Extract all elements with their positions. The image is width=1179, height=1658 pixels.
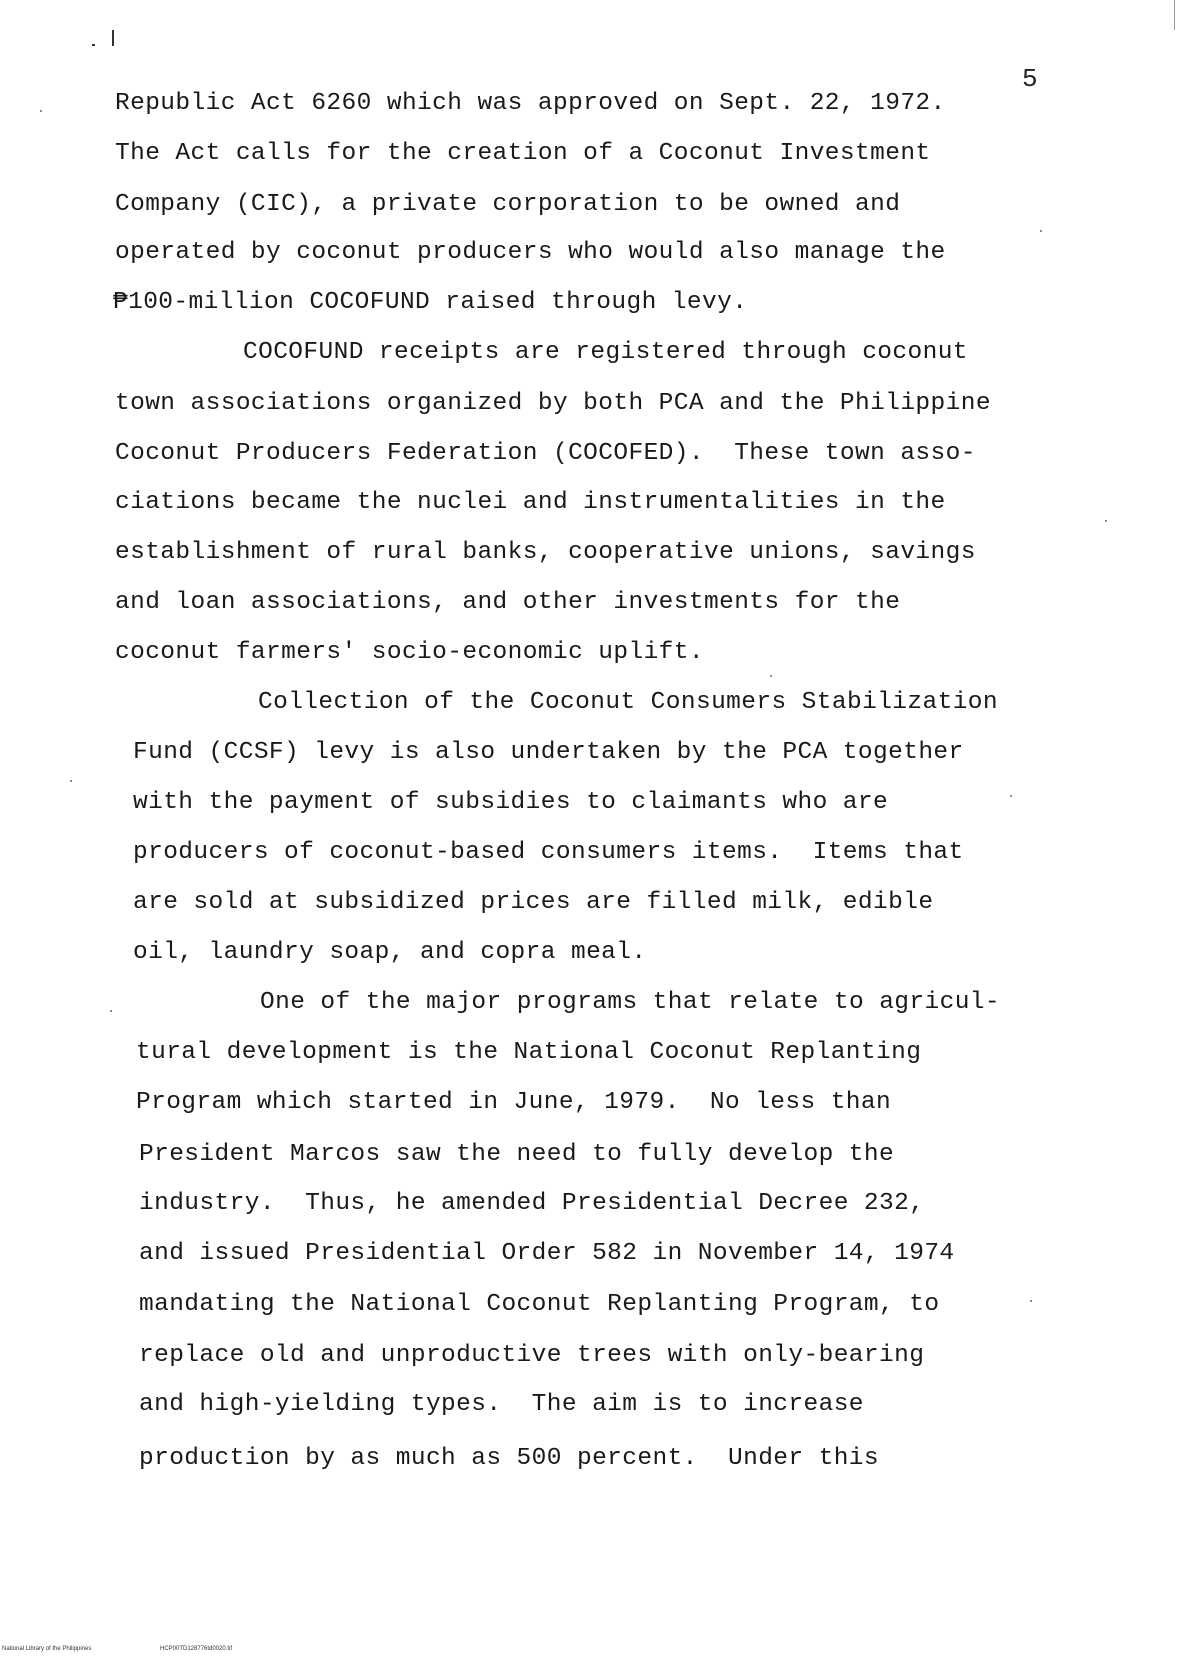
text-line: Collection of the Coconut Consumers Stabilization xyxy=(258,689,999,716)
margin-mark xyxy=(92,44,95,46)
text-line: and high-yielding types. The aim is to increase xyxy=(139,1391,864,1418)
footer-library: National Library of the Philippines xyxy=(2,1646,92,1652)
text-line: production by as much as 500 percent. Under this xyxy=(139,1445,880,1472)
text-line: oil, laundry soap, and copra meal. xyxy=(133,939,647,966)
text-line: Fund (CCSF) levy is also undertaken by the PCA together xyxy=(133,739,964,766)
text-line: industry. Thus, he amended Presidential Decree 232, xyxy=(139,1190,925,1217)
scan-edge xyxy=(1174,0,1175,30)
text-line: One of the major programs that relate to agricul- xyxy=(260,989,1001,1016)
scan-speck xyxy=(1030,1300,1032,1302)
page-number: 5 xyxy=(1022,64,1038,94)
scan-speck xyxy=(1010,795,1012,797)
text-line: Program which started in June, 1979. No less than xyxy=(136,1089,892,1116)
text-line: town associations organized by both PCA and the Philippine xyxy=(115,390,991,417)
text-line: Coconut Producers Federation (COCOFED). These town asso- xyxy=(115,440,976,467)
scan-speck xyxy=(1105,520,1107,522)
text-line: are sold at subsidized prices are filled milk, edible xyxy=(133,889,934,916)
text-line: and loan associations, and other investments for the xyxy=(115,589,901,616)
scan-speck xyxy=(1040,230,1042,232)
scan-speck xyxy=(40,110,42,112)
text-line: operated by coconut producers who would also manage the xyxy=(115,239,946,266)
text-line: establishment of rural banks, cooperative unions, savings xyxy=(115,539,976,566)
text-line: ciations became the nuclei and instrumentalities in the xyxy=(115,489,946,516)
footer-file-id: HCP00TD128776td0020.tif xyxy=(160,1646,233,1652)
margin-mark xyxy=(112,30,114,46)
text-line: and issued Presidential Order 582 in November 14, 1974 xyxy=(139,1240,955,1267)
text-line: President Marcos saw the need to fully develop the xyxy=(139,1141,895,1168)
text-line: Republic Act 6260 which was approved on Sept. 22, 1972. xyxy=(115,90,946,117)
scan-speck xyxy=(770,675,772,677)
scan-speck xyxy=(70,780,72,782)
text-line: The Act calls for the creation of a Coconut Investment xyxy=(115,140,931,167)
text-line: with the payment of subsidies to claimants who are xyxy=(133,789,889,816)
text-line: producers of coconut-based consumers items. Items that xyxy=(133,839,964,866)
text-line: mandating the National Coconut Replanting Program, to xyxy=(139,1291,940,1318)
text-line: Company (CIC), a private corporation to be owned and xyxy=(115,191,901,218)
text-line: tural development is the National Coconut Replanting xyxy=(136,1039,922,1066)
text-line: replace old and unproductive trees with only-bearing xyxy=(139,1342,925,1369)
text-line: ₱100-million COCOFUND raised through levy. xyxy=(113,289,748,316)
text-line: COCOFUND receipts are registered through coconut xyxy=(243,339,968,366)
text-line: coconut farmers' socio-economic uplift. xyxy=(115,639,704,666)
scan-speck xyxy=(110,1010,112,1012)
